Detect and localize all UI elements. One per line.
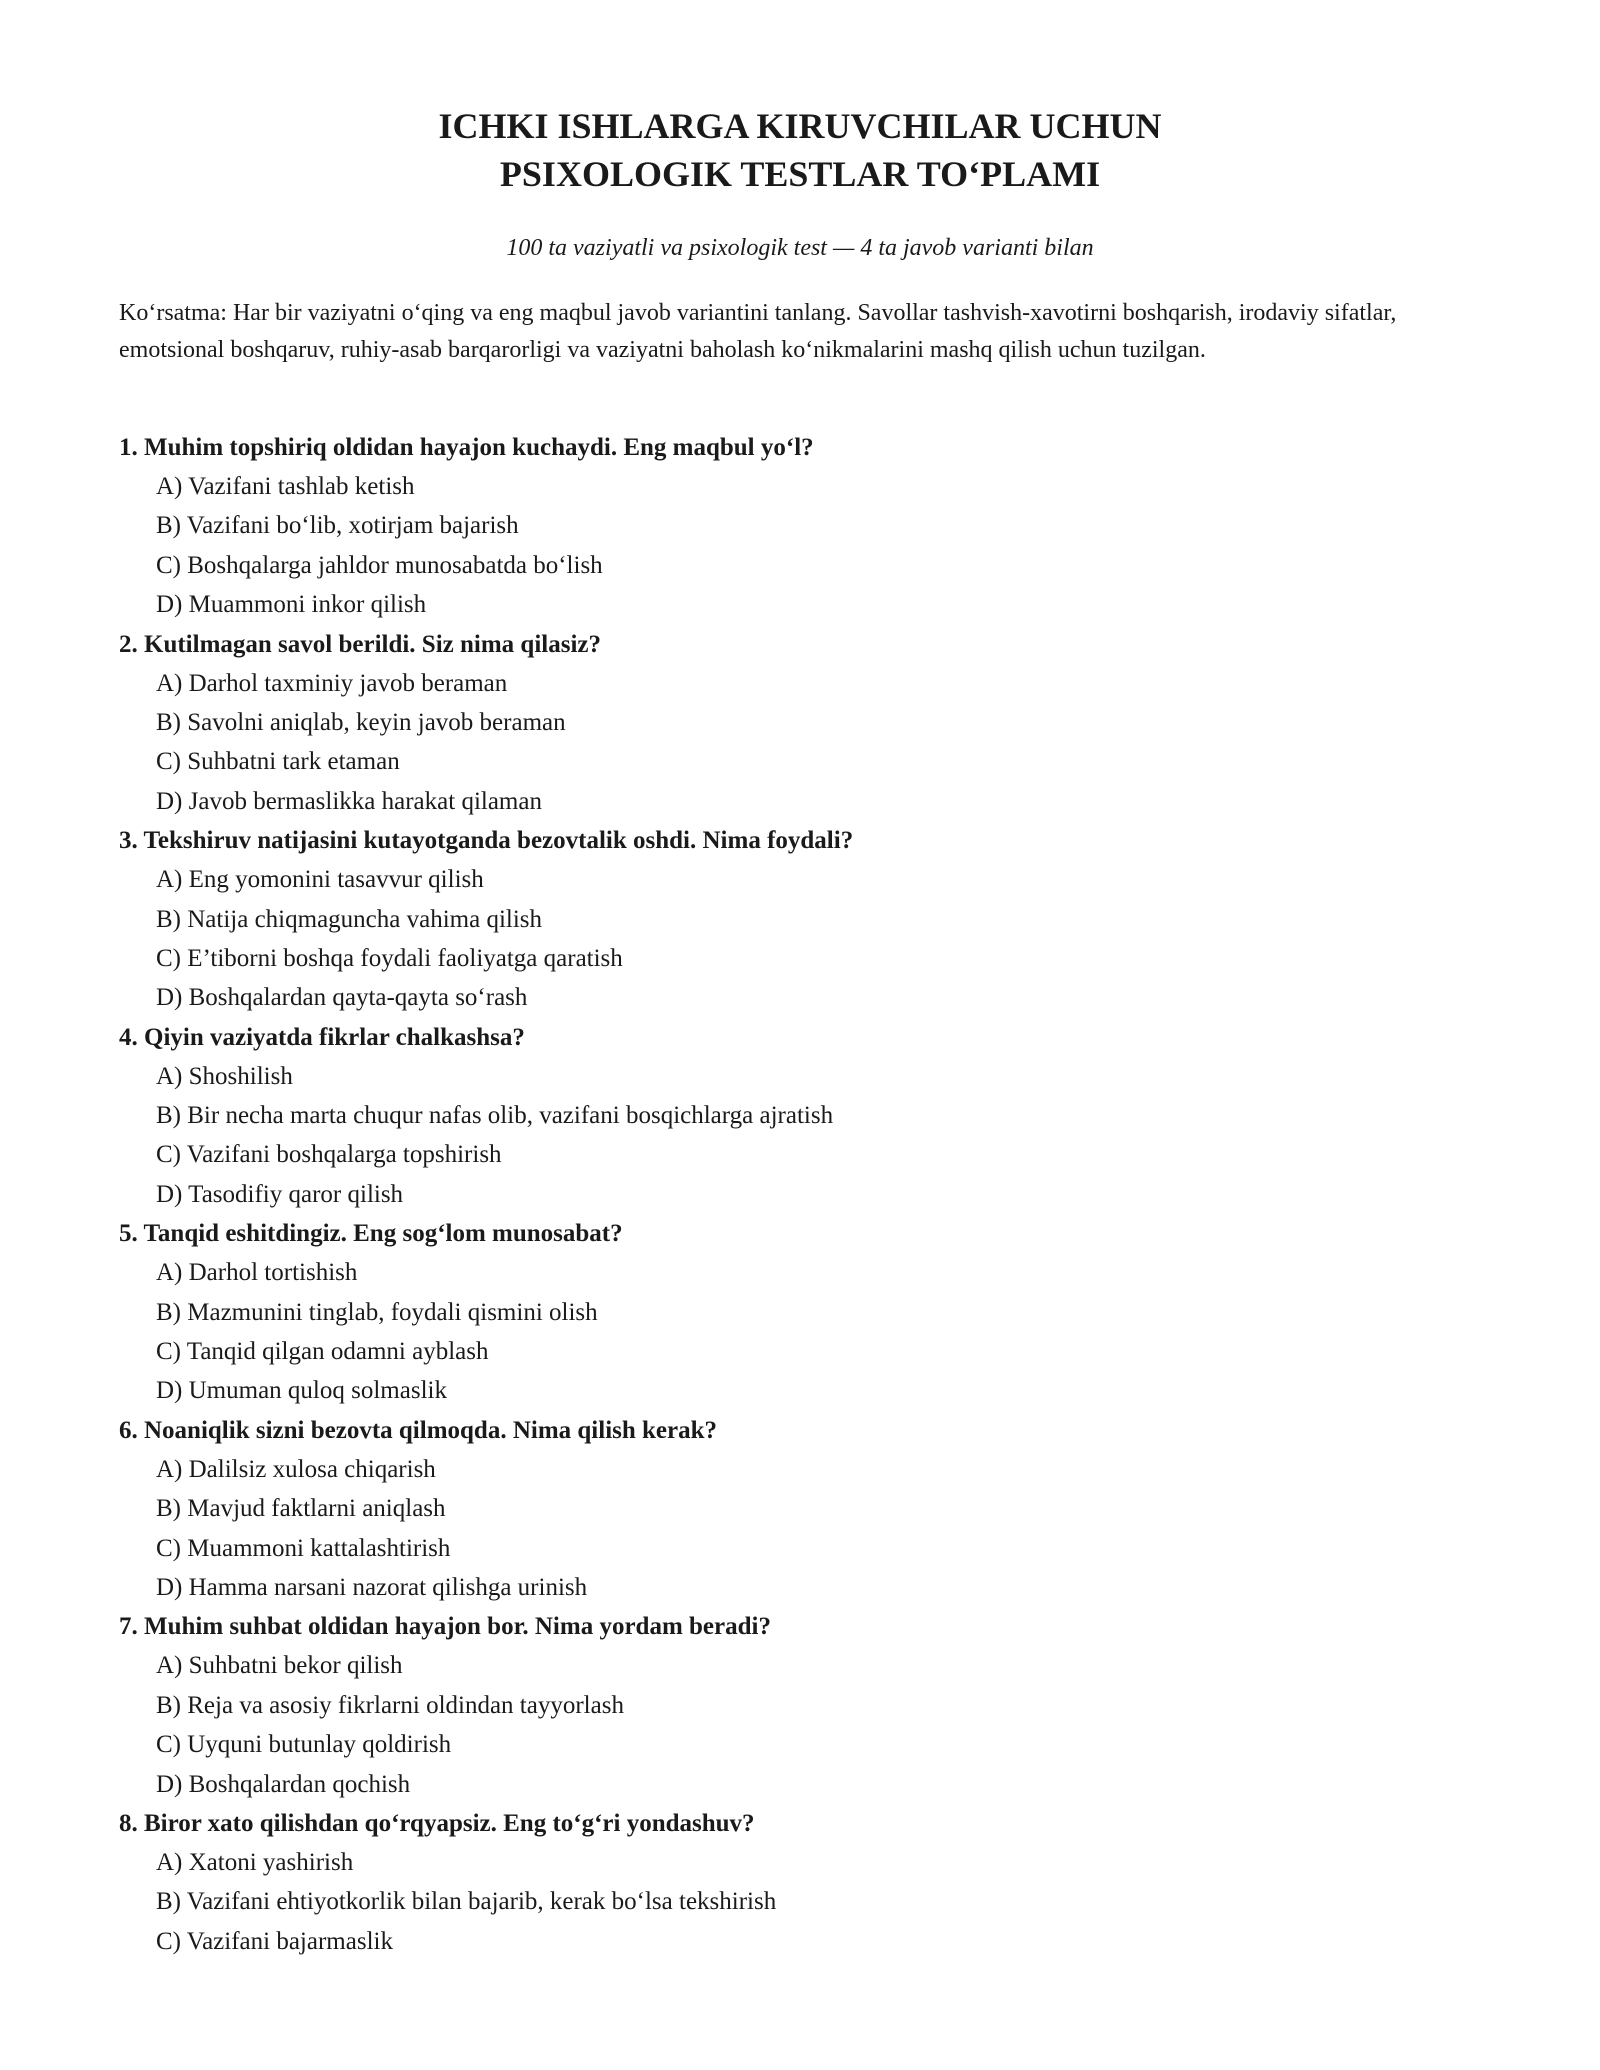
answer-option: C) Tanqid qilgan odamni ayblash (156, 1338, 489, 1366)
question-item (119, 1018, 1484, 1215)
answer-option: D) Hamma narsani nazorat qilishga urinish (156, 1573, 588, 1601)
answer-option: B) Savolni aniqlab, keyin javob beraman (156, 708, 566, 736)
instructions-paragraph: Ko‘rsatma: Har bir vaziyatni o‘qing va eng maqbul javob variantini tanlang. Savollar tashvish-xavotirni boshqarish, irodaviy sifatlar, emotsional boshqaruv, ruhiy-asab barqarorligi va vaziyatni baholash ko‘nikmalarini mashq qilish uchun tuzilgan. (119, 300, 1397, 363)
answer-option: B) Vazifani bo‘lib, xotirjam bajarish (156, 512, 519, 540)
answer-option: C) E’tiborni boshqa foydali faoliyatga qaratish (156, 944, 623, 972)
question-item (119, 625, 1484, 822)
question-text: 6. Noaniqlik sizni bezovta qilmoqda. Nima qilish kerak? (119, 1416, 718, 1444)
document-title-line-1: ICHKI ISHLARGA KIRUVCHILAR UCHUN (438, 106, 1162, 146)
answer-option: C) Muammoni kattalashtirish (156, 1534, 451, 1562)
question-text: 2. Kutilmagan savol berildi. Siz nima qilasiz? (119, 630, 601, 658)
answer-option: C) Vazifani boshqalarga topshirish (156, 1141, 502, 1169)
answer-option: A) Suhbatni bekor qilish (156, 1652, 403, 1680)
document-title-line-2: PSIXOLOGIK TESTLAR TO‘PLAMI (499, 154, 1101, 194)
answer-option: A) Eng yomonini tasavvur qilish (156, 866, 484, 894)
question-item (119, 428, 1484, 625)
question-item (119, 821, 1484, 1018)
question-text: 4. Qiyin vaziyatda fikrlar chalkashsa? (119, 1023, 525, 1051)
question-text: 8. Biror xato qilishdan qo‘rqyapsiz. Eng to‘g‘ri yondashuv? (119, 1809, 755, 1837)
document-subtitle: 100 ta vaziyatli va psixologik test — 4 ta javob varianti bilan (506, 235, 1094, 261)
answer-option: D) Boshqalardan qayta-qayta so‘rash (156, 984, 528, 1012)
answer-option: C) Vazifani bajarmaslik (156, 1927, 393, 1955)
question-item (119, 1804, 1484, 1961)
answer-option: B) Bir necha marta chuqur nafas olib, vazifani bosqichlarga ajratish (156, 1102, 834, 1130)
answer-option: D) Boshqalardan qochish (156, 1770, 411, 1798)
question-text: 5. Tanqid eshitdingiz. Eng sog‘lom munosabat? (119, 1220, 623, 1248)
answer-option: C) Uyquni butunlay qoldirish (156, 1731, 452, 1759)
answer-option: D) Muammoni inkor qilish (156, 591, 427, 619)
answer-option: C) Suhbatni tark etaman (156, 748, 400, 776)
answer-option: A) Vazifani tashlab ketish (156, 473, 415, 500)
answer-option: B) Mavjud faktlarni aniqlash (156, 1495, 446, 1523)
answer-option: A) Darhol tortishish (156, 1259, 358, 1287)
answer-option: B) Mazmunini tinglab, foydali qismini olish (156, 1298, 598, 1326)
answer-option: C) Boshqalarga jahldor munosabatda bo‘lish (156, 551, 603, 579)
answer-option: B) Natija chiqmaguncha vahima qilish (156, 905, 543, 933)
answer-option: D) Tasodifiy qaror qilish (156, 1180, 404, 1208)
answer-option: D) Umuman quloq solmaslik (156, 1377, 447, 1405)
answer-option: B) Reja va asosiy fikrlarni oldindan tayyorlash (156, 1691, 624, 1719)
answer-option: A) Darhol taxminiy javob beraman (156, 669, 508, 697)
question-list (119, 428, 1484, 1961)
question-text: 3. Tekshiruv natijasini kutayotganda bezovtalik oshdi. Nima foydali? (119, 827, 854, 855)
answer-option: A) Xatoni yashirish (156, 1848, 354, 1876)
question-item (119, 1411, 1484, 1608)
answer-option: B) Vazifani ehtiyotkorlik bilan bajarib, kerak bo‘lsa tekshirish (156, 1888, 777, 1916)
answer-option: A) Shoshilish (156, 1062, 293, 1090)
answer-option: D) Javob bermaslikka harakat qilaman (156, 787, 542, 815)
question-item (119, 1214, 1484, 1411)
answer-option: A) Dalilsiz xulosa chiqarish (156, 1455, 436, 1483)
question-text: 1. Muhim topshiriq oldidan hayajon kuchaydi. Eng maqbul yo‘l? (119, 434, 814, 461)
question-item (119, 1607, 1484, 1804)
question-text: 7. Muhim suhbat oldidan hayajon bor. Nima yordam beradi? (119, 1613, 771, 1641)
